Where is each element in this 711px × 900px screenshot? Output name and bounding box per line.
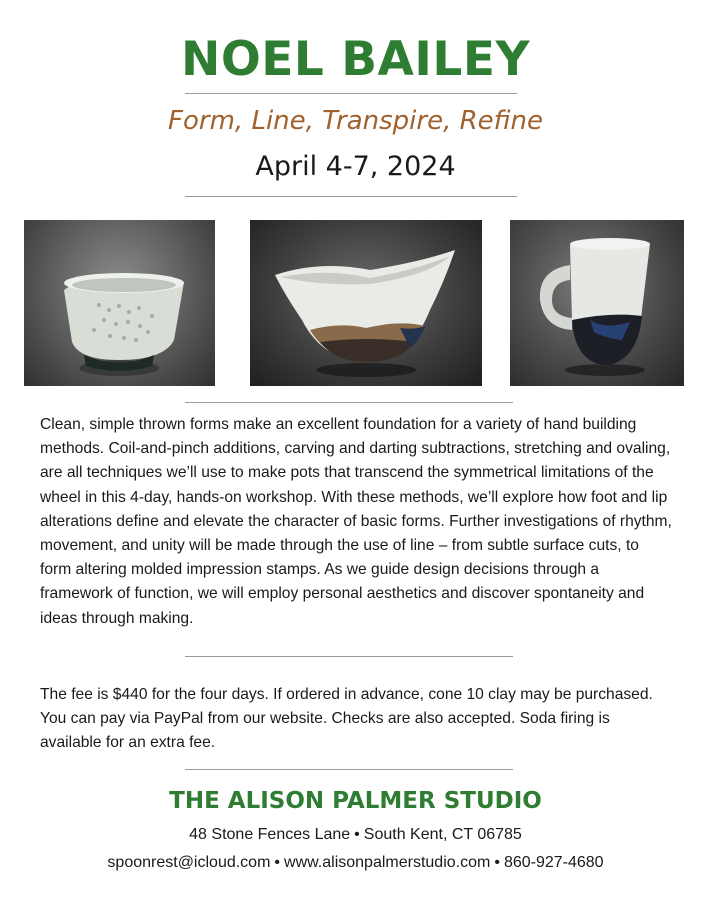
address-city: South Kent, CT 06785 (363, 826, 522, 843)
divider (185, 769, 513, 770)
workshop-dates: April 4-7, 2024 (255, 151, 456, 182)
fee-information: The fee is $440 for the four days. If ordered in advance, cone 10 clay may be purchased. You can pay via PayPal from our website. Checks are also accepted. Soda firing is available for an extra fee. (40, 686, 653, 752)
divider (185, 656, 513, 657)
contact-website[interactable]: www.alisonpalmerstudio.com (284, 854, 491, 871)
studio-name: THE ALISON PALMER STUDIO (169, 788, 542, 814)
divider (185, 402, 513, 403)
bullet-separator: • (494, 854, 500, 871)
contact-email[interactable]: spoonrest@icloud.com (107, 854, 271, 871)
address-street: 48 Stone Fences Lane (189, 826, 351, 843)
pottery-photo-bowl (250, 220, 482, 386)
pottery-photo-cup (24, 220, 215, 386)
workshop-description: Clean, simple thrown forms make an excellent foundation for a variety of hand building methods. Coil-and-pinch additions, carving and darting subtractions, stretching and ovaling, are all techniques we’ll use to make pots that transcend the symmetrical limitations of the wheel in this 4-day, hands-on workshop. With these methods, we’ll explore how foot and lip alterations define and elevate the character of basic forms. Further investigations of rhythm, movement, and unity will be made through the use of line – from subtle surface cuts, to form altering molded impression stamps. As we guide design decisions through a framework of function, we will employ personal aesthetics and discover spontaneity and ideas through making. (40, 416, 672, 627)
divider (185, 93, 517, 94)
workshop-title: Form, Line, Transpire, Refine (168, 106, 543, 136)
bullet-separator: • (274, 854, 281, 871)
bullet-separator: • (354, 826, 360, 843)
studio-address (0, 824, 711, 846)
contact-phone[interactable]: 860-927-4680 (503, 854, 604, 871)
divider (185, 196, 517, 197)
artist-name: NOEL BAILEY (181, 32, 530, 87)
pottery-photo-mug (510, 220, 684, 386)
studio-contact (0, 852, 711, 874)
